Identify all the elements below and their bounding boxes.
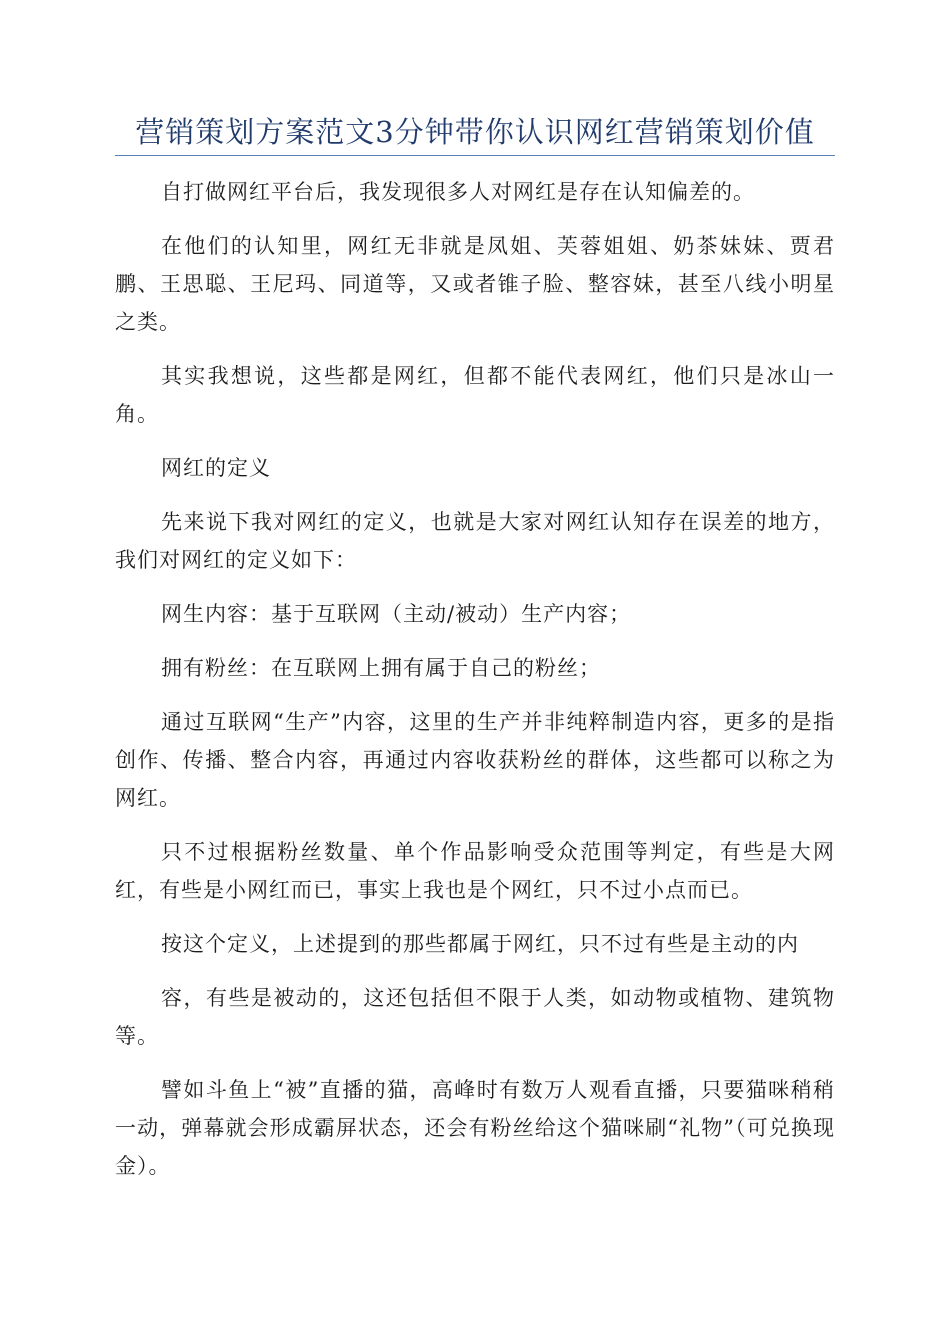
section-heading: 网红的定义 [161,456,271,480]
paragraph: 按这个定义，上述提到的那些都属于网红，只不过有些是主动的内 [161,932,799,956]
document-body [115,173,835,1201]
paragraph: 其实我想说，这些都是网红，但都不能代表网红，他们只是冰山一角。 [115,364,835,426]
title-underline [115,155,835,156]
paragraph: 在他们的认知里，网红无非就是凤姐、芙蓉姐姐、奶茶妹妹、贾君鹏、王思聪、王尼玛、同道等，又或者锥子脸、整容妹，甚至八线小明星之类。 [115,234,835,334]
paragraph: 容，有些是被动的，这还包括但不限于人类，如动物或植物、建筑物等。 [115,986,835,1048]
paragraph: 网生内容：基于互联网（主动/被动）生产内容； [161,602,632,626]
paragraph: 拥有粉丝：在互联网上拥有属于自己的粉丝； [161,656,601,680]
document-title: 营销策划方案范文3分钟带你认识网红营销策划价值 [135,115,815,149]
paragraph: 只不过根据粉丝数量、单个作品影响受众范围等判定，有些是大网红，有些是小网红而已，事实上我也是个网红，只不过小点而已。 [115,840,835,902]
paragraph: 先来说下我对网红的定义，也就是大家对网红认知存在误差的地方，我们对网红的定义如下： [115,510,835,572]
paragraph: 通过互联网“生产”内容，这里的生产并非纯粹制造内容，更多的是指创作、传播、整合内容，再通过内容收获粉丝的群体，这些都可以称之为网红。 [115,710,835,810]
paragraph: 自打做网红平台后，我发现很多人对网红是存在认知偏差的。 [161,180,755,204]
paragraph: 譬如斗鱼上“被”直播的猫，高峰时有数万人观看直播，只要猫咪稍稍一动，弹幕就会形成霸屏状态，还会有粉丝给这个猫咪刷“礼物”（可兑换现金）。 [115,1078,835,1178]
